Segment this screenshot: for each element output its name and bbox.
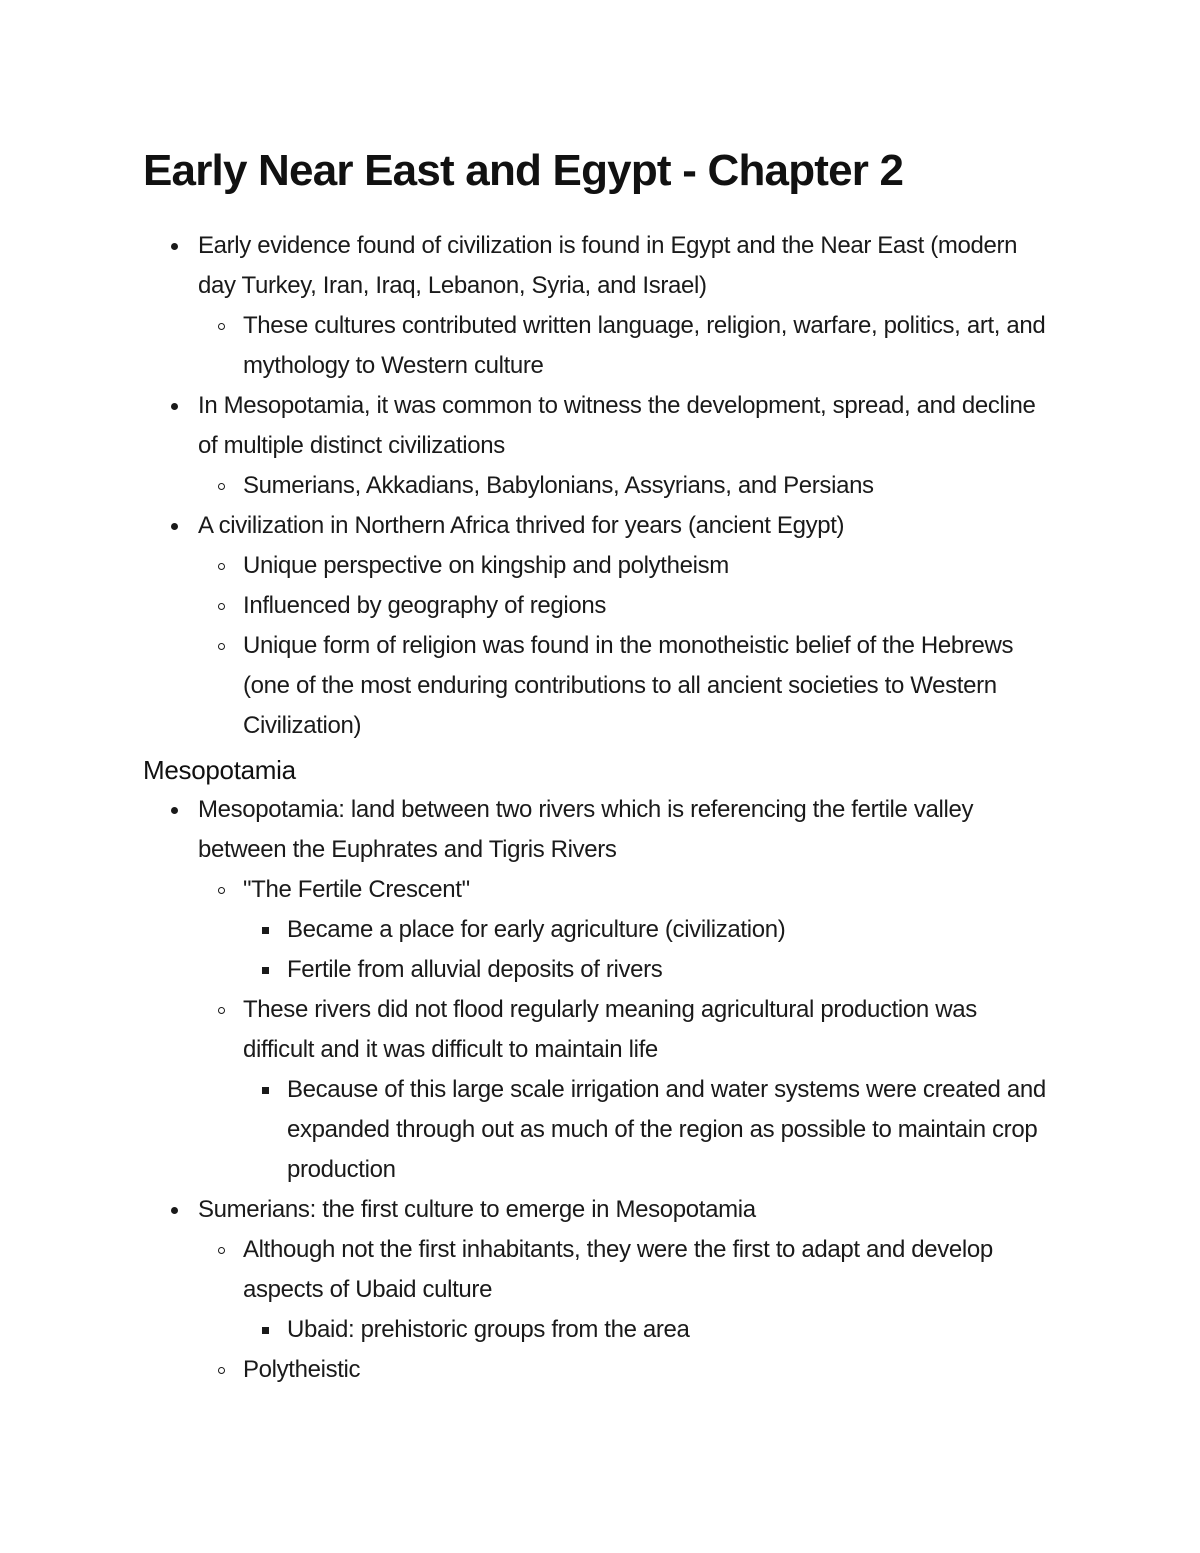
- list-item-text: Sumerians, Akkadians, Babylonians, Assyrians, and Persians: [243, 472, 874, 499]
- list-item: [243, 626, 1053, 746]
- sub-list: [243, 1230, 1053, 1390]
- section-list: [143, 790, 1053, 1390]
- circle-bullet-icon: [215, 466, 227, 506]
- list-item: [143, 386, 1053, 506]
- list-item: [143, 1190, 1053, 1390]
- sub-list: [243, 870, 1053, 1190]
- list-item-text: Became a place for early agriculture (civilization): [287, 916, 786, 943]
- list-item: [243, 990, 1053, 1190]
- list-item: [143, 226, 1053, 386]
- list-item-text: Polytheistic: [243, 1356, 361, 1383]
- list-item: [287, 1070, 1053, 1190]
- section-mesopotamia: [143, 750, 1053, 1390]
- list-item: [243, 586, 1053, 626]
- list-item-text: These rivers did not flood regularly meaning agricultural production was difficult and it was difficult to maintain life: [243, 996, 977, 1063]
- circle-bullet-icon: [215, 1350, 227, 1390]
- square-bullet-icon: [259, 1070, 271, 1110]
- list-item-text: These cultures contributed written language, religion, warfare, politics, art, and mythology to Western culture: [243, 312, 1046, 379]
- sub-sub-list: [287, 910, 1053, 990]
- list-item: [143, 506, 1053, 746]
- list-item: [243, 1350, 1053, 1390]
- circle-bullet-icon: [215, 586, 227, 626]
- circle-bullet-icon: [215, 1230, 227, 1270]
- list-item-text: Fertile from alluvial deposits of rivers: [287, 956, 663, 983]
- sub-list: [243, 546, 1053, 746]
- list-item-text: "The Fertile Crescent": [243, 876, 470, 903]
- list-item: [143, 790, 1053, 1190]
- list-item-text: Mesopotamia: land between two rivers which is referencing the fertile valley between the Euphrates and Tigris Rivers: [198, 796, 974, 863]
- page-title: Early Near East and Egypt - Chapter 2: [143, 146, 904, 195]
- list-item-text: Unique perspective on kingship and polytheism: [243, 552, 729, 579]
- list-item: [287, 950, 1053, 990]
- list-item-text: Ubaid: prehistoric groups from the area: [287, 1316, 690, 1343]
- circle-bullet-icon: [215, 546, 227, 586]
- list-item: [243, 870, 1053, 990]
- circle-bullet-icon: [215, 990, 227, 1030]
- list-item-text: Sumerians: the first culture to emerge in Mesopotamia: [198, 1196, 756, 1223]
- disc-bullet-icon: [168, 1190, 180, 1230]
- document-page: [143, 140, 1053, 1390]
- list-item-text: Unique form of religion was found in the monotheistic belief of the Hebrews (one of the most enduring contributions to all ancient societies to Western Civilization): [243, 632, 1014, 739]
- disc-bullet-icon: [168, 790, 180, 830]
- disc-bullet-icon: [168, 506, 180, 546]
- list-item-text: Early evidence found of civilization is found in Egypt and the Near East (modern day Turkey, Iran, Iraq, Lebanon, Syria, and Israel): [198, 232, 1018, 299]
- sub-list: [243, 306, 1053, 386]
- circle-bullet-icon: [215, 626, 227, 666]
- list-item: [287, 1310, 1053, 1350]
- list-item: [287, 910, 1053, 950]
- list-item: [243, 1230, 1053, 1350]
- list-item: [243, 546, 1053, 586]
- sub-list: [243, 466, 1053, 506]
- square-bullet-icon: [259, 910, 271, 950]
- square-bullet-icon: [259, 1310, 271, 1350]
- square-bullet-icon: [259, 950, 271, 990]
- circle-bullet-icon: [215, 870, 227, 910]
- list-item-text: A civilization in Northern Africa thrived for years (ancient Egypt): [198, 512, 845, 539]
- circle-bullet-icon: [215, 306, 227, 346]
- disc-bullet-icon: [168, 386, 180, 426]
- list-item-text: Although not the first inhabitants, they were the first to adapt and develop aspects of Ubaid culture: [243, 1236, 993, 1303]
- list-item-text: Influenced by geography of regions: [243, 592, 607, 619]
- sub-sub-list: [287, 1310, 1053, 1350]
- list-item: [243, 466, 1053, 506]
- section-heading: Mesopotamia: [143, 755, 296, 785]
- sub-sub-list: [287, 1070, 1053, 1190]
- list-item-text: Because of this large scale irrigation and water systems were created and expanded through out as much of the region as possible to maintain crop production: [287, 1076, 1046, 1183]
- disc-bullet-icon: [168, 226, 180, 266]
- intro-list: [143, 226, 1053, 746]
- list-item: [243, 306, 1053, 386]
- list-item-text: In Mesopotamia, it was common to witness the development, spread, and decline of multiple distinct civilizations: [198, 392, 1036, 459]
